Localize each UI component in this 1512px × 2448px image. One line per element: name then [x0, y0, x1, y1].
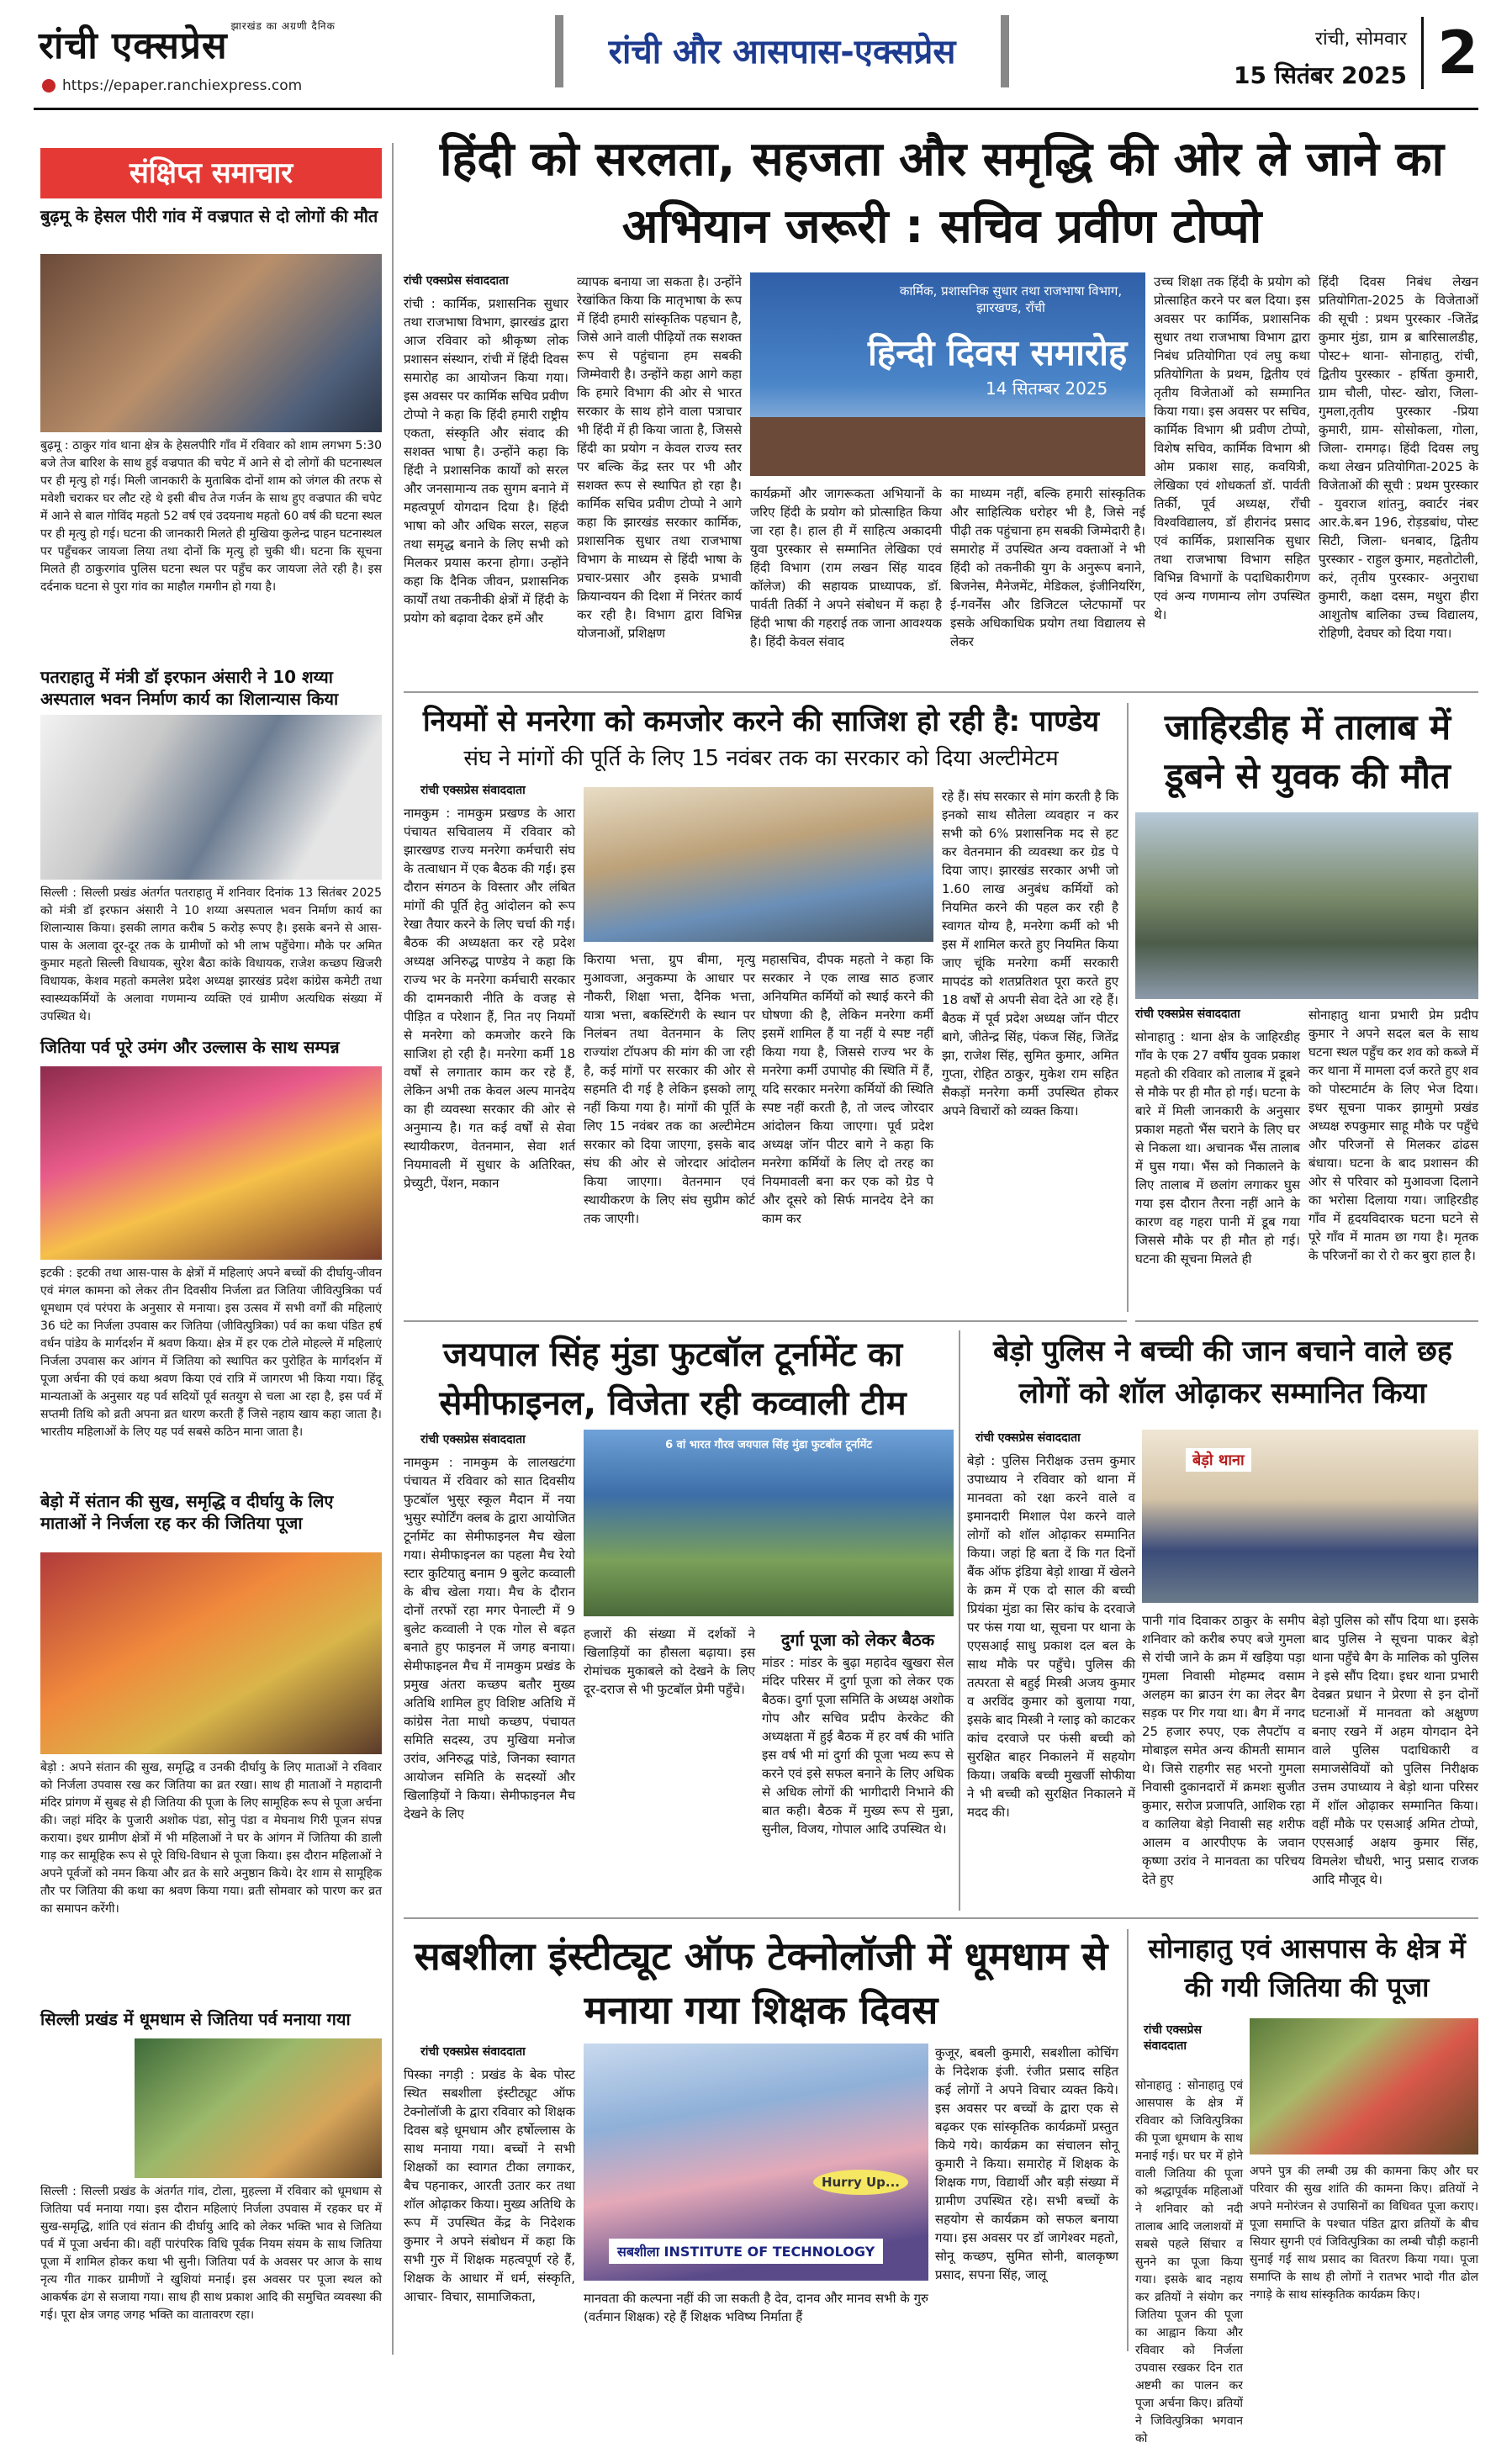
sidebar-body-2: सिल्ली : सिल्ली प्रखंड अंतर्गत पतराहातु में शनिवार दिनांक 13 सितंबर 2025 को मंत्री डॉ इरफान अंसारी ने 10 शय्या अस्पताल भवन निर्माण कार्य का शिलान्यास किया। इसकी लागत करीब 5 करोड़ रूपए है। इसके बनने से आस-पास के अलावा दूर-दूर तक के ग्रामीणों को भी लाभ पहुँचेगा। मौके पर अमित कुमार महतो सिल्ली विधायक, सुरेश बैठा कांके विधायक, राजेश कच्छप खिजरी विधायक, केशव महतो कमलेश प्रदेश अध्यक्ष झारखंड प्रदेश कांग्रेस कमेटी तथा स्वास्थ्यकर्मियों के अलावा गणमान्य व्यक्ति एवं ग्रामीण अत्यधिक संख्या में उपस्थित थे।	[40, 886, 382, 1023]
story5-col3: बेड़ो पुलिस को सौंप दिया था। इसके बाद पुलिस ने सूचना पाकर बेड़ो थाना पहुँचे बैग के मालिक को पुलिस ने इसे सौंप दिया। इधर थाना प्रभारी देवब्रत प्रधान ने प्रेरणा से इन दोनों घटनाओं में मानवता को अक्षुण्ण बनाए रखने में अहम योगदान देने वाले पुलिस पदाधिकारी व समाजसेवियों को पुलिस निरीक्षक उत्तम उपाध्याय ने बेड़ो थाना परिसर में शॉल ओढ़ाकर सम्मानित किया। वहीं मौके पर एसआई अमित टोप्पो, एएसआई अक्षय कुमार सिंह, विमलेश चौधरी, भानु प्रसाद राजक आदि मौजूद थे।	[1312, 1613, 1478, 1887]
story1-col1: रांची : कार्मिक, प्रशासनिक सुधार तथा राजभाषा विभाग, झारखंड द्वारा आज रविवार को श्रीकृष्ण लोक प्रशासन संस्थान, रांची में हिंदी दिवस समारोह का आयोजन किया गया। इस अवसर पर कार्मिक सचिव प्रवीण टोप्पो ने कहा कि हिंदी हमारी राष्ट्रीय एकता, संस्कृति और संवाद की सशक्त भाषा है। उन्होंने कहा कि हिंदी ने प्रशासनिक कार्यों को सरल और जनसामान्य तक सुगम बनाने में महत्वपूर्ण योगदान दिया है। हिंदी भाषा को और अधिक सरल, सहज तथा समृद्ध बनाने के लिए सभी को मिलकर प्रयास करना होगा। उन्होंने कहा कि दैनिक जीवन, प्रशासनिक कार्यों तथा तकनीकी क्षेत्रों में हिंदी के प्रयोग को बढ़ावा देकर हमें और	[404, 296, 568, 626]
page-number: 2	[1421, 17, 1478, 89]
sidebar-photo-5	[135, 2038, 382, 2178]
lower-divider	[404, 1917, 1478, 1919]
section-banner	[555, 15, 1009, 87]
story6-photo-tag: Hurry Up...	[813, 2170, 908, 2195]
sidebar-body-3: इटकी : इटकी तथा आस-पास के क्षेत्रों में महिलाएं अपने बच्चों की दीर्घायु-जीवन एवं मंगल कामना को लेकर तीन दिवसीय निर्जला व्रत जितिया जीवित्पुत्रिका पर्व धूमधाम एवं परंपरा के अनुसार से मनाया। इस उत्सव में सभी वर्गों की महिलाएं 36 घंटे का निर्जला उपवास कर जितिया (जीवित्पुत्रिका) पर्व का कथा पंडित हर्ष वर्धन पांडेय के मार्गदर्शन में श्रवण किया। क्षेत्र में हर एक टोले मोहल्ले में महिलाएं निर्जला उपवास कर आंगन में जितिया को स्थापित कर पुरोहित के मार्गदर्शन में पूजा अर्चना की एवं कथा श्रवण किया एवं रात्रि में जागरण भी किया गया। हिंदू मान्यताओं के अनुसार यह पर्व सदियों पूर्व सतयुग से चला आ रहा है, इस पर्व में सप्तमी तिथि को व्रती अपना व्रत धारण करती हैं जिसे नहाय खाय कहा जाता है। भारतीय महिलाओं के लिए यह पर्व सबसे कठिन माना जाता है।	[40, 1266, 382, 1439]
story4-divider-v	[959, 1330, 960, 1911]
story7-byline: रांची एक्सप्रेस संवाददाता	[1144, 2023, 1202, 2053]
story4-headline[interactable]: जयपाल सिंह मुंडा फुटबॉल टूर्नामेंट का सेमीफाइनल, विजेता रही कव्वाली टीम	[439, 1335, 907, 1423]
story6-divider-v	[1127, 1929, 1129, 2351]
story5-byline: रांची एक्सप्रेस संवाददाता	[975, 1431, 1081, 1445]
sidebar-headline-2[interactable]: पतराहातु में मंत्री डॉ इरफान अंसारी ने 10 शय्या अस्पताल भवन निर्माण कार्य का शिलान्यास किया	[40, 667, 339, 709]
story1-col2: व्यापक बनाया जा सकता है। उन्होंने रेखांकित किया कि मातृभाषा के रूप में हिंदी हमारी सांस्कृतिक पहचान है, जिसे आने वाली पीढ़ियों तक सशक्त रूप से पहुंचाना हम सबकी जिम्मेवारी है। उन्होंने कहा आगे कहा कि हमारे विभाग की ओर से भारत सरकार के साथ होने वाला पत्राचार भी हिंदी में ही किया जाता है, जिससे हिंदी का प्रयोग न केवल राज्य स्तर पर बल्कि केंद्र स्तर पर भी और सशक्त रूप से स्थापित हो रहा है। कार्मिक सचिव प्रवीण टोप्पो ने आगे कहा कि झारखंड सरकार कार्मिक, प्रशासनिक सुधार तथा राजभाषा विभाग के माध्यम से हिंदी भाषा के प्रचार-प्रसार और इसके प्रभावी क्रियान्वयन की दिशा में निरंतर कार्य कर रही है। विभाग द्वारा विभिन्न योजनाओं, प्रशिक्षण	[577, 274, 742, 641]
sidebar-headline-3[interactable]: जितिया पर्व पूरे उमंग और उल्लास के साथ सम्पन्न	[40, 1037, 340, 1057]
story5-photo-sign: बेड़ो थाना	[1186, 1448, 1251, 1472]
story2-divider-v	[1127, 703, 1129, 1312]
story3-headline[interactable]: जाहिरडीह में तालाब में डूबने से युवक की मौत	[1164, 706, 1451, 796]
story3-col1: सोनाहातु : थाना क्षेत्र के जाहिरडीह गाँव के एक 27 वर्षीय युवक प्रकाश महतो की रविवार को तालाब में डूबने से मौके पर ही मौत हो गई। घटना के बारे में मिली जानकारी के अनुसार प्रकाश महतो भैंस चराने के लिए घर से निकला था। अचानक भैंस तालाब में घुस गया। भैंस को निकालने के लिए तालाब में छलांग लगाकर घुस गया इस दौरान तैरना नहीं आने के कारण वह गहरा पानी में डूब गया जिससे मौके पर ही मौत हो गई। घटना की सूचना मिलते ही	[1135, 1029, 1300, 1266]
story4-subhead: दुर्गा पूजा को लेकर बैठक	[780, 1630, 935, 1650]
story7-col2: अपने पुत्र की लम्बी उम्र की कामना किए और घर परिवार की सुख शांति की कामना किए। व्रतियों ने अपने मनोरंजन से उपासिनों का विधिवत पूजा कराए। पूजा समाप्ति के पश्चात पंडित द्वारा व्रतियों के बीच सियार सुगनी एवं जिवित्पुत्रिका का लम्बी चौड़ी कहानी सुनाई गई साथ प्रसाद का वितरण किया गया। पूजा समाप्ति के साथ ही लोगों ने रातभर भादो गीत ढोल नगाड़े के साथ सांस्कृतिक कार्यक्रम किए।	[1250, 2165, 1478, 2302]
sidebar-body-1: बुढ़मू : ठाकुर गांव थाना क्षेत्र के हेसलपीरि गाँव में रविवार को शाम लगभग 5:30 बजे तेज बारिश के साथ हुई वज्रपात की चपेट में आने से दो लोगों की घटनास्थल पर ही मृत्यु हो गई। मिली जानकारी के मुताबिक दोनों शाम को जंगल की तरफ से मवेशी चराकर घर लौट रहे थे इसी बीच तेज गर्जन के साथ हुए वज्रपात की चपेट में आने से बाल गोविंद महतो 52 वर्ष एवं उदयनाथ महतो 60 वर्ष की घटना स्थल पर ही मृत्यु हो गई। घटना की जानकारी मिलते ही मुखिया कुलेन्द्र पाहन घटनास्थल पर पहुँचकर जायजा लिया तथा दोनों कि मृत्यु हो चुकी थी। घटना कि सूचना मिलते ही ठाकुरगांव पुलिस घटना स्थल पर पहुँच कर जायजा लेते रही है। इस दर्दनाक घटना से पुरा गांव का माहौल गमगीन हो गया है।	[40, 439, 382, 594]
sidebar-photo-3	[40, 1066, 382, 1260]
story5-headline[interactable]: बेड़ो पुलिस ने बच्ची की जान बचाने वाले छह लोगों को शॉल ओढ़ाकर सम्मानित किया	[993, 1335, 1452, 1410]
epaper-url-text: https://epaper.ranchiexpress.com	[62, 77, 303, 94]
story5-col2: पानी गांव दिवाकर ठाकुर के समीप शनिवार को करीब रुपए बजे गुमला से रांची जाने के क्रम में खड़िया पड़ा गुमला निवासी मोहम्मद वसाम अलहम का ब्राउन रंग का लेदर बैग सड़क पर गिर गया था। बैग में नगद 25 हजार रुपए, एक लैपटॉप व मोबाइल समेत अन्य कीमती सामान थे। जिसे राहगीर सह भरनो गुमला निवासी दुकानदारों में क्रमशः सुजीत कुमार, सरोज प्रजापति, आशिक रहा व कालिया बेड़ो निवासी सह शरीफ आलम व आरपीएफ के जवान कृष्णा उरांव ने मानवता का परिचय देते हुए	[1142, 1613, 1305, 1887]
sidebar-divider	[392, 143, 394, 2355]
sidebar-body-4: बेड़ो : अपने संतान की सुख, समृद्धि व उनकी दीर्घायु के लिए माताओं ने रविवार को निर्जला उपवास रख कर जितिया का व्रत रखा। साथ ही माताओं ने महादानी मंदिर प्रांगण में सुबह से ही जितिया की पूजा के लिए सामूहिक रूप से पूजा अर्चना की। जहां मंदिर के पुजारी अशोक पंडा, सोनु पंडा व मेघनाथ गिरी पूजन संपन्न कराया। इधर ग्रामीण क्षेत्रों में भी महिलाओं ने घर के आंगन में जितिया की डाली गाड़ कर सामूहिक रूप से पूरे विधि-विधान से पूजा किया। इस दौरान महिलाओं ने अपने पूर्वजों को नमन किया और व्रत के सारे अनुष्ठान किये। देर शाम से सामूहिक तौर पर जितिया की कथा का श्रवण किया गया। व्रती सोमवार को पारण कर व्रत का समापन करेंगी।	[40, 1761, 382, 1916]
story4-photo	[584, 1430, 954, 1616]
sidebar-headline-5[interactable]: सिल्ली प्रखंड में धूमधाम से जितिया पर्व मनाया गया	[40, 2009, 351, 2029]
story1-photo	[750, 272, 1145, 476]
newspaper-logo: रांची एक्सप्रेस $^{झारखंड का अग्रणी दैनिक}$	[39, 20, 336, 67]
story1-photo-org: कार्मिक, प्रशासनिक सुधार तथा राजभाषा विभाग, झारखण्ड, राँची	[899, 283, 1123, 315]
story6-headline[interactable]: सबशीला इंस्टीट्यूट ऑफ टेक्नोलॉजी में धूमधाम से मनाया गया शिक्षक दिवस	[414, 1933, 1108, 2033]
story1-col5: उच्च शिक्षा तक हिंदी के प्रयोग को प्रोत्साहित करने पर बल दिया। इस अवसर पर कार्मिक, प्रशासनिक सुधार तथा राजभाषा विभाग द्वारा निबंध प्रतियोगिता एवं लघु कथा प्रतियोगिता के प्रथम, द्वितीय एवं तृतीय विजेताओं को सम्मानित किया गया। इस अवसर पर सचिव, कार्मिक विभाग श्री प्रवीण टोप्पो, विशेष सचिव, कार्मिक विभाग श्री ओम प्रकाश साह, कवयित्री, लेखिका एवं शोधकर्ता डॉ. पार्वती तिर्की, पूर्व अध्यक्ष, राँची विश्वविद्यालय, डॉ हीरानंद प्रसाद एवं कार्मिक, प्रशासनिक सुधार तथा राजभाषा विभाग सहित विभिन्न विभागों के पदाधिकारीगण एवं अन्य गणमान्य लोग उपस्थित थे।	[1154, 274, 1310, 622]
story1-headline[interactable]: हिंदी को सरलता, सहजता और समृद्धि की ओर ले जाने का अभियान जरूरी : सचिव प्रवीण टोप्पो	[439, 132, 1445, 254]
story2-photo	[584, 787, 933, 942]
story4-col1: नामकुम : नामकुम के लालखटंगा पंचायत में रविवार को सात दिवसीय फुटबॉल भुसूर स्कूल मैदान में नया भुसुर स्पोर्टिंग क्लब के द्वारा आयोजित टूर्नामेंट का सेमीफाइनल मैच खेला गया। सेमीफाइनल का पहला मैच रेयो स्टार कुटियातु बनाम 9 बुलेट कव्वाली के बीच खेला गया। मैच के दौरान दोनों तरफों रहा मगर पेनाल्टी में 9 बुलेट कव्वाली ने एक गोल से बढ़त बनाते हुए फाइनल में जगह बनाया। सेमीफाइनल मैच में नामकुम प्रखंड के प्रमुख अंतरा कच्छप बतौर मुख्य अतिथि शामिल हुए विशिष्ट अतिथि में कांग्रेस नेता माधो कच्छप, पंचायत समिति सदस्य, उप मुखिया मनोज उरांव, अनिरुद्ध पांडे, जिनका स्वागत आयोजन समिति के सदस्यों और खिलाड़ियों ने किया। सेमीफाइनल मैच देखने के लिए	[404, 1455, 575, 1821]
web-icon	[42, 79, 56, 93]
sidebar-photo-2	[40, 715, 382, 880]
story6-byline: रांची एक्सप्रेस संवाददाता	[420, 2045, 526, 2059]
story3-byline: रांची एक्सप्रेस संवाददाता	[1135, 1007, 1240, 1021]
story1-col6: हिंदी दिवस निबंध लेखन प्रतियोगिता-2025 के विजेताओं की सूची : प्रथम पुरस्कार -जितेंद्र कुमार मुंडा, ग्राम ब्र बारिसालडीह, पोस्ट+ थाना- सोनाहातु, रांची, द्वितीय पुरस्कार - हर्षिता कुमारी, ग्राम चौली, पोस्ट- खोरा, जिला- गुमला,तृतीय पुरस्कार -प्रिया कुमारी, ग्राम- सोसोकला, गोला, जिला- रामगढ़। हिंदी दिवस लघु कथा लेखन प्रतियोगिता-2025 के विजेताओं की सूची : प्रथम पुरस्कार - युवराज शांतनु, क्वार्टर नंबर आर.के.बन 196, रोड़डबांध, पोस्ट सिटी, जिला- धनबाद, द्वितीय पुरस्कार - राहुल कुमार, महतोटोली, करं, तृतीय पुरस्कार- अनुराधा कुमारी, कक्षा दसम, मधुरा हीरा आशुतोष बालिका उच्च विद्यालय, रोहिणी, देवघर को दिया गया।	[1319, 274, 1478, 641]
story6-photo-banner: सबशीला INSTITUTE OF TECHNOLOGY	[609, 2239, 883, 2264]
epaper-url[interactable]	[42, 77, 302, 94]
story2-col4: रहे हैं। संघ सरकार से मांग करती है कि इनको साथ सौतेला व्यवहार न कर सभी को 6% प्रशासनिक मद से हट कर वेतनमान की व्यवस्था कर ग्रेड पे दिया जाए। झारखंड सरकार अभी जो 1.60 लाख अनुबंध कर्मियों को नियमित करने की पहल कर रही है स्वागत योग्य है, मनरेगा कर्मी को भी इस में शामिल करते हुए नियमित किया जाए चूंकि मनरेगा कर्मी सरकारी मापदंड को शतप्रतिशत पूरा करते हुए 18 वर्षों से अपनी सेवा देते आ रहे हैं। बैठक में पूर्व प्रदेश अध्यक्ष जॉन पीटर बागे, जीतेन्द्र सिंह, पंकज सिंह, जितेंद्र झा, राजेश सिंह, सुमित कुमार, अमित गुप्ता, रोहित ठाकुर, मुकेश राम सहित सैकड़ों मनरेगा कर्मी उपस्थित होकर अपने विचारों को व्यक्त किया।	[942, 789, 1118, 1118]
sidebar-body-5a	[40, 2038, 128, 2178]
story6-photo	[584, 2044, 928, 2281]
story4-byline: रांची एक्सप्रेस संवाददाता	[420, 1433, 526, 1446]
story4-col3: मांडर : मांडर के बुढ़ा महादेव खुखरा सेल मंदिर परिसर में दुर्गा पूजा को लेकर एक बैठक। दुर्गा पूजा समिति के अध्यक्ष अशोक गोप और सचिव प्रदीप केरकेट की अध्यक्षता में हुई बैठक में हर वर्ष की भांति इस वर्ष भी मां दुर्गा की पूजा भव्य रूप से करने एवं इसे सफल बनाने के लिए अधिक से अधिक लोगों की भागीदारी निभाने की बात कही। बैठक में मुख्य रूप से मुन्ना, सुनील, विजय, गोपाल आदि उपस्थित थे।	[762, 1655, 954, 1837]
sidebar-photo-1	[40, 254, 382, 432]
story1-col3: कार्यक्रमों और जागरूकता अभियानों के जरिए हिंदी के प्रयोग को प्रोत्साहित किया जा रहा है। हाल ही में साहित्य अकादमी युवा पुरस्कार से सम्मानित लेखिका एवं हिंदी विभाग (राम लखन सिंह यादव कॉलेज) की सहायक प्राध्यापक, डॉ. पार्वती तिर्की ने अपने संबोधन में कहा है हिंदी भाषा की गहराई तक जाना आवश्यक है। हिंदी केवल संवाद	[750, 486, 942, 649]
story2-headline[interactable]: नियमों से मनरेगा को कमजोर करने की साजिश हो रही है: पाण्डेय	[422, 705, 1100, 738]
sidebar-headline-1[interactable]: बुढ़मू के हेसल पीरी गांव में वज्रपात से दो लोगों की मौत	[40, 206, 378, 226]
sidebar-photo-4	[40, 1552, 382, 1754]
logo-tagline: झारखंड का अग्रणी दैनिक	[230, 20, 336, 32]
story1-divider	[404, 691, 1478, 693]
story2-byline: रांची एक्सप्रेस संवाददाता	[420, 784, 526, 797]
story1-byline: रांची एक्सप्रेस संवाददाता	[404, 274, 509, 288]
story3-photo	[1135, 812, 1478, 999]
story6-col2: मानवता की कल्पना नहीं की जा सकती है देव, दानव और मानव सभी के गुरु (वर्तमान शिक्षक) रहे हैं शिक्षक भविष्य निर्माता हैं	[584, 2291, 928, 2324]
story3-divider	[1135, 1320, 1478, 1322]
sidebar-headline-4[interactable]: बेड़ो में संतान की सुख, समृद्धि व दीर्घायु के लिए माताओं ने निर्जला रह कर की जितिया पूजा	[40, 1491, 334, 1533]
story5-photo	[1142, 1430, 1478, 1603]
story2-divider-h	[404, 1320, 1127, 1322]
sidebar-body-5: सिल्ली : सिल्ली प्रखंड के अंतर्गत गांव, टोला, मुहल्ला में रविवार को धूमधाम से जितिया पर्व मनाया गया। इस दौरान महिलाएं निर्जला उपवास में रहकर घर में सुख-समृद्धि, शांति एवं संतान की दीर्घायु आदि को लेकर भक्ति भाव से जितिया पर्व में पूजा अर्चना की। वहीं पारंपरिक विधि पूर्वक नियम संयम के साथ जितिया पूजा में शामिल होकर कथा भी सुनी। जितिया पर्व के अवसर पर आज के साथ नृत्य गीत गाकर ग्रामीणों ने खुशियां मनाई। इस अवसर पर पूजा स्थल को आकर्षक ढंग से सजाया गया। साथ ही साथ प्रकाश आदि की समुचित व्यवस्था की गई। पूरा क्षेत्र जगह जगह भक्ति का वातावरण रहा।	[40, 2185, 382, 2322]
story1-col4: का माध्यम नहीं, बल्कि हमारी सांस्कृतिक और साहित्यिक धरोहर भी है, जिसे नई पीढ़ी तक पहुंचाना हम सबकी जिम्मेदारी है। समारोह में उपस्थित अन्य वक्ताओं ने भी हिंदी को तकनीकी युग के अनुरूप बनाने, बिजनेस, मैनेजमेंट, मेडिकल, इंजीनियरिंग, ई-गवर्नेंस और डिजिटल प्लेटफार्मों पर इसके अधिकाधिक प्रयोग तथा विद्यालय से लेकर	[950, 486, 1145, 649]
story3-col2: सोनाहातु थाना प्रभारी प्रेम प्रदीप कुमार ने अपने सदल बल के साथ घटना स्थल पहुँच कर शव को कब्जे में कर थाना में मामला दर्ज करते हुए शव को पोस्टमार्टम के लिए भेज दिया। इधर सूचना पाकर झामुमो प्रखंड अध्यक्ष रुपकुमार साहू मौके पर पहुँचे और परिजनों से मिलकर ढांढस बंधाया। घटना के बाद प्रशासन की ओर से परिवार को मुआवजा दिलाने का भरोसा दिलाया गया। जाहिरडीह गाँव में हृदयविदारक घटना घटने से पूरे गाँव में मातम छा गया है। मृतक के परिजनों का रो रो कर बुरा हाल है।	[1308, 1007, 1478, 1263]
story5-col1: बेड़ो : पुलिस निरीक्षक उत्तम कुमार उपाध्याय ने रविवार को थाना में मानवता को रक्षा करने वाले व इमानदारी मिशाल पेश करने वाले लोगों को शॉल ओढ़ाकर सम्मानित किया। जहां हि बता दें कि गत दिनों बैंक ऑफ इंडिया बेड़ो शाखा में खेलने के क्रम में एक दो साल की बच्ची प्रियंका मुंडा का सिर कांच के दरवाजे पर फंस गया था, सूचना पर थाना के एएसआई साधु प्रकाश दल बल के साथ मौके पर पहुँचे। पुलिस की तत्परता से बहुई मिस्त्री अजय कुमार व अरविंद कुमार को बुलाया गया, इसके बाद मिस्त्री ने ग्लाइ को काटकर कांच दरवाजे पर फंसी बच्ची को सुरक्षित बाहर निकालने में सहयोग किया। जबकि बच्ची मुखर्जी सोफीया ने भी बच्ची को सुरक्षित निकालने में मदद की।	[967, 1453, 1135, 1820]
story1-photo-banner: हिन्दी दिवस समारोह	[868, 332, 1128, 373]
story6-col1: पिस्का नगड़ी : प्रखंड के बेक पोस्ट स्थित सबशीला इंस्टीट्यूट ऑफ टेक्नोलॉजी के द्वारा रविवार को शिक्षक दिवस बड़े धूमधाम और हर्षोल्लास के साथ मनाया गया। बच्चों ने सभी शिक्षकों का स्वागत टीका लगाकर, बैच पहनाकर, आरती उतार कर तथा शॉल ओढ़ाकर किया। मुख्य अतिथि के रूप में उपस्थित केंद्र के निदेशक कुमार ने अपने संबोधन में कहा कि सभी गुरु में शिक्षक महत्वपूर्ण रहे हैं, शिक्षक के आधार में धर्म, संस्कृति, आचार- विचार, सामाजिकता,	[404, 2067, 575, 2304]
story7-col1: सोनाहातु : सोनाहातु एवं आसपास के क्षेत्र में रविवार को जिवित्पुत्रिका की पूजा धूमधाम के साथ मनाई गई। घर घर में होने वाली जितिया की पूजा को श्रद्धापूर्वक महिलाओं ने शनिवार को नदी तालाब आदि जलाशयों में सबसे पहले सिंचार व सुनने का पूजा किया गया। इसके बाद नहाय कर व्रतियों ने संयोग कर जितिया पूजन की पूजा का आह्वान किया और रविवार को निर्जला उपवास रखकर दिन रात अष्टमी का पालन कर पूजा अर्चना किए। व्रतियों ने जिवित्पुत्रिका भगवान को	[1135, 2079, 1243, 2445]
story7-headline[interactable]: सोनाहातु एवं आसपास के क्षेत्र में की गयी जितिया की पूजा	[1148, 1932, 1466, 2003]
dateline-place: रांची, सोमवार	[1314, 29, 1407, 50]
stage-table	[750, 417, 1145, 476]
story2-col2: किराया भत्ता, ग्रुप बीमा, मृत्यु मुआवजा, अनुकम्पा के आधार पर नौकरी, शिक्षा भत्ता, दैनिक भत्ता, यात्रा भत्ता, बकस्टिंगरी के स्थान पर निलंबन तथा वेतनमान के लिए राज्यांश टॉपअप की मांग की जा रही है, कई मांगों पर सरकार की ओर से सहमति दी गई है लेकिन इसको लागू नहीं किया गया है। मांगों की पूर्ति के लिए 15 नवंबर तक का अल्टीमेटम सरकार को दिया जाएगा, इसके बाद संघ की ओर से जोरदार आंदोलन किया जाएगा। वेतनमान एवं स्थायीकरण के लिए संघ सुप्रीम कोर्ट तक जाएगी।	[584, 952, 755, 1226]
story4-photo-banner: 6 वां भारत गौरव जयपाल सिंह मुंडा फुटबॉल टूर्नामेंट	[665, 1439, 872, 1451]
story4-col2: हजारों की संख्या में दर्शकों ने खिलाड़ियों का हौसला बढ़ाया। इस रोमांचक मुकाबले को देखने के लिए दूर-दराज से भी फुटबॉल प्रेमी पहुँचे।	[584, 1626, 755, 1697]
masthead-divider	[34, 108, 1478, 110]
story2-subhead: संघ ने मांगों की पूर्ति के लिए 15 नवंबर तक का सरकार को दिया अल्टीमेटम	[463, 746, 1059, 771]
story6-col3: कुजूर, बबली कुमारी, सबशीला कोचिंग के निदेशक इंजी. रंजीत प्रसाद सहित कई लोगों ने अपने विचार व्यक्त किये। इस अवसर पर बच्चों के द्वारा एक से बढ़कर एक सांस्कृतिक कार्यक्रमों प्रस्तुत किये गये। कार्यक्रम का संचालन सोनू कुमारी ने किया। समारोह में शिक्षक के शिक्षक गण, विद्यार्थी और बड़ी संख्या में ग्रामीण उपस्थित रहे। सभी बच्चों के सहयोग से कार्यक्रम को सफल बनाया गया। इस अवसर पर डॉ जागेश्वर महतो, सोनू कच्छप, सुमित सोनी, बालकृष्ण प्रसाद, सपना सिंह, जालू	[935, 2045, 1118, 2282]
section-title: रांची और आसपास-एक्सप्रेस	[608, 33, 956, 71]
story1-photo-date: 14 सितम्बर 2025	[986, 378, 1108, 399]
dateline-date: 15 सितंबर 2025	[1234, 61, 1407, 89]
sidebar-title: संक्षिप्त समाचार	[40, 148, 382, 198]
story2-col3: महासचिव, दीपक महतो ने कहा कि सरकार ने एक लाख साठ हजार अनियमित कर्मियों को स्थाई करने की घोषणा की है, लेकिन मनरेगा कर्मी इसमें शामिल हैं या नहीं ये स्पष्ट नहीं किया गया है, जिससे राज्य भर के मनरेगा कर्मी उपापोह की स्थिति में हैं, यदि सरकार मनरेगा कर्मियों की स्थिति स्पष्ट नहीं करती है, तो जल्द जोरदार आंदोलन किया जाएगा। पूर्व प्रदेश अध्यक्ष जॉन पीटर बागे ने कहा कि मनरेगा कर्मियों के लिए दो तरह का नियमावली बना कर एक को ग्रेड पे और दूसरे को सिर्फ मानदेय देने का काम कर	[762, 952, 933, 1226]
story2-col1: नामकुम : नामकुम प्रखण्ड के आरा पंचायत सचिवालय में रविवार को झारखण्ड राज्य मनरेगा कर्मचारी संघ के तत्वाधान में एक बैठक की गई। इस दौरान संगठन के विस्तार और लंबित मांगों की पूर्ति हेतु आंदोलन को रूप रेखा तैयार करने के लिए चर्चा की गई। बैठक की अध्यक्षता कर रहे प्रदेश अध्यक्ष अनिरुद्ध पाण्डेय ने कहा कि राज्य भर के मनरेगा कर्मचारी सरकार की दामनकारी नीति के वजह से पीड़ित व परेशान हैं, नित नए नियमों से मनरेगा को कमजोर करने कि साजिश हो रही है। मनरेगा कर्मी 18 वर्षों से लगातार काम कर रहे हैं, लेकिन अभी तक केवल अल्प मानदेय का ही व्यवस्था सरकार की ओर से अनुमान्य है। गत कई वर्षों से सेवा स्थायीकरण, वेतनमान, सेवा शर्त नियमावली में सुधार के अतिरिक्त, प्रेच्युटी, पेंशन, मकान	[404, 806, 575, 1191]
story7-photo	[1250, 2018, 1478, 2155]
